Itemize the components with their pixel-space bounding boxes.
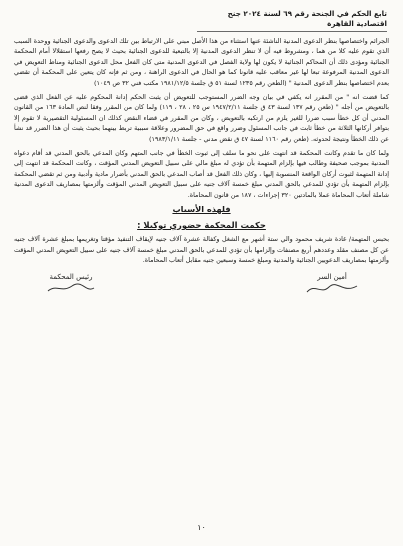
- case-header: تابع الحكم في الجنحة رقم ٦٩ لسنة ٢٠٢٤ جنح اقتصادية القاهرة: [197, 9, 387, 32]
- paragraph-tort: ولما كان ما تقدم وكانت المحكمة قد انتهت على نحو ما سلف إلى ثبوت الخطأ في جانب المتهم وكان المدعي بالحق المدني قد أقام دعواه المدنية بموجب صحيفة وطالب فيها بإلزام المتهمة بأن تؤدي له مبلغ مالي على سبيل التعويض المدني المؤقت ، وكانت المحكمة قد انتهت إلى إدانة المتهمة لثبوت أركان الواقعة المنسوبة إليها ، وكان ذلك الفعل قد أصاب المدعي بالحق المدني بأضرار مادية وأدبية ومن ثم تقضي المحكمة بإلزام المتهمة بأن تؤدي للمدعي بالحق المدني مبلغ خمسة آلاف جنيه على سبيل التعويض المدني المؤقت وألزمتها بمصاريف الدعوى المدنية شاملة أتعاب المحاماة عملا بالمادتين ٣٢٠ إجراءات ، ١٨٧ من قانون المحاماة.: [14, 149, 389, 199]
- secretary-label: أمين السر: [317, 273, 347, 282]
- paragraph-verdict: بحبس المتهمة/ غادة شريف محمود والي ستة أشهر مع الشغل وكفالة عشرة آلاف جنيه لإيقاف التنفيذ مؤقتا وتغريمها بمبلغ عشرة آلاف جنيه عن كل مصنف مقلد وعددهم أربع مصنفات وإلزامها بأن تؤدي للمدعي بالحق المدني مبلغ خمسة آلاف جنيه على سبيل التعويض المدني المؤقت وألزمتها بمصاريف الدعويين الجنائية والمدنية ومبلغ خمسة وسبعين جنيه مقابل أتعاب المحاماة.: [14, 235, 389, 264]
- signatures: [12, 273, 391, 297]
- president-label: رئيس المحكمة: [49, 273, 93, 282]
- secretary-signature: [303, 273, 361, 297]
- paragraph-compensation: كما قضت انه " من المقرر انه يكفي في بيان وجه الضرر المستوجب للتعويض أن يثبت الحكم إدانة المحكوم عليه عن الفعل الذي قضى بالتعويض من أجله " (طعن رقم ١٣٧ لسنة ٤٣ ق جلسة ١٩٤٧/٢/١١ س ٢٥ ، ٢٨ ، ١١٩) ولما كان من المقرر وفقا لنص المادة ١٦٣ من القانون المدني أن كل خطأ سبب ضررا للغير يلزم من ارتكبه بالتعويض ، وكان من المقرر في قضاء النقض كذلك ان المسئولية التقصيرية لا تقوم إلا بتوافر أركانها الثلاثة من خطأ ثابت في جانب المسئول وضرر واقع في حق المضرور وعلاقة سببية تربط بينهما بحيث يثبت أن هذا الضرر قد نشأ عن ذلك الخطأ ونتيجة لحدوثه. (طعن رقم ١١٦٠ لسنة ٤٧ ق نقض مدني - جلسة ١٩٨٣/١/١١): [14, 93, 389, 143]
- page-number: ١٠: [197, 523, 206, 532]
- secretary-signature-scribble: [303, 281, 361, 297]
- president-signature-scribble: [42, 281, 100, 297]
- president-signature: [42, 273, 100, 297]
- reasons-title: فلهذه الأسباب: [172, 204, 231, 215]
- verdict-title: حكمت المحكمة حضوري توكيلا :: [137, 220, 266, 231]
- paragraph-jurisdiction: الجرائم واختصاصها بنظر الدعوى المدنية الناشئة عنها استثناء من هذا الأصل مبني على الارتباط بين تلك الدعوى والدعوى الجنائية ووحدة السبب الذي تقوم عليه كلا من هما ، ومشروط فيه أن لا تنظر الدعوى المدنية إلا بالتبعية للدعوى الجنائية بحيث لا يصح رفعها استقلالا أمام المحكمة الجنائية ومؤدى ذلك أن المحاكم الجنائية لا يكون لها ولاية الفصل في الدعوى المدنية متى كان الفعل محل الدعوى الجنائية ومناط التعويض في الدعوى المدنية المرفوعة تبعا لها غير معاقب عليه قانونا كما هو الحال في الدعوى الراهنة ، ومن ثم فإنه كان يتعين على المحكمة أن تقضي بعدم اختصاصها بنظر الدعوى المدنية " (الطعن رقم ١٢٣٥ لسنة ٥١ ق جلسة ١٩٨١/١٢/٥ مكتب فني ٣٢ ص ١٠٤٩): [14, 37, 389, 87]
